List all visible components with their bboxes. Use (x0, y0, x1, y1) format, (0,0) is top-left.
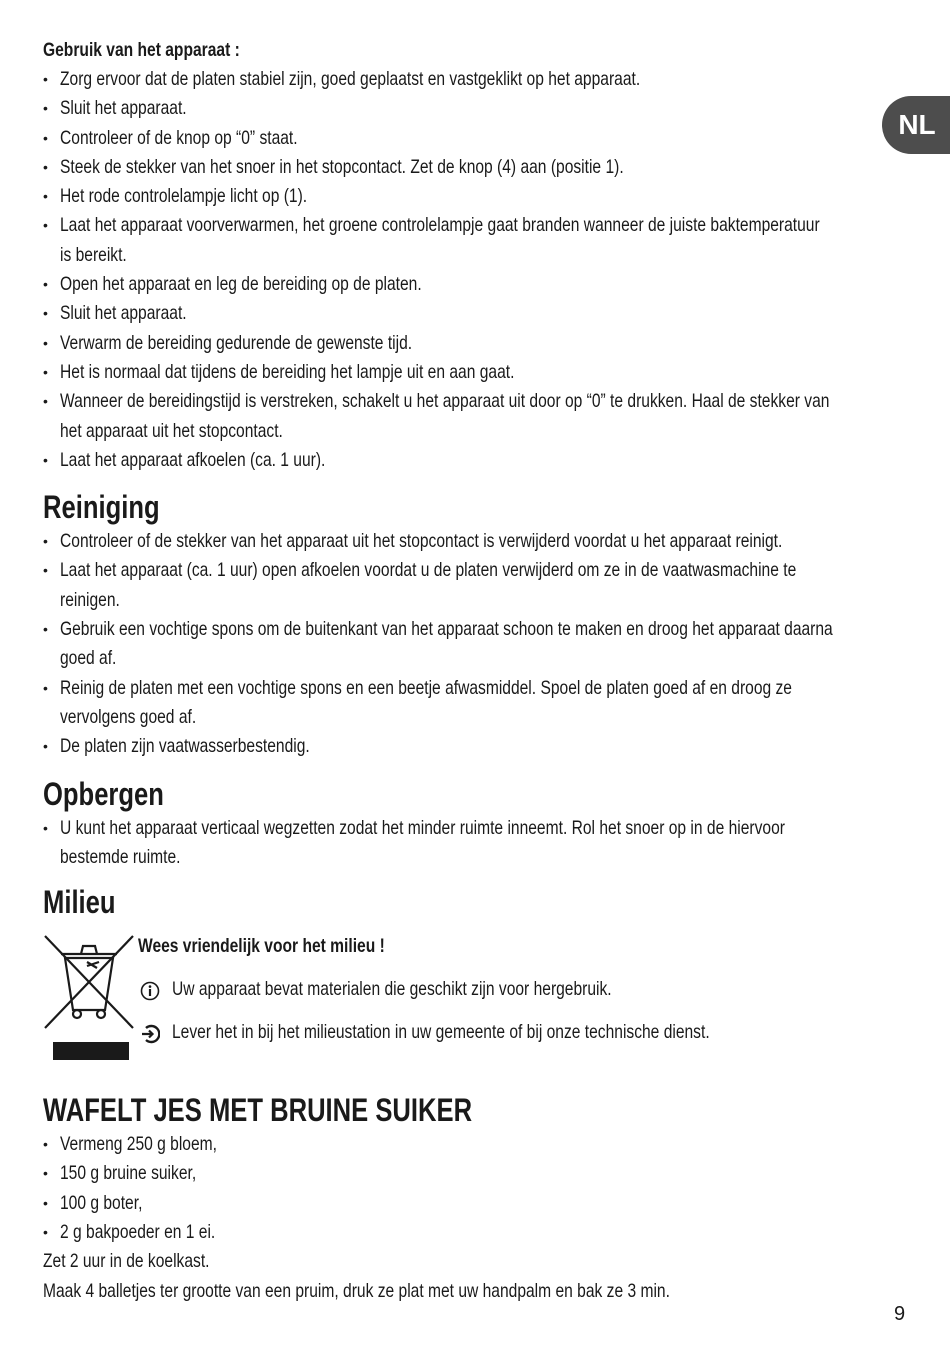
storage-list (43, 814, 898, 873)
list-item: • Sluit het apparaat. (43, 94, 898, 123)
list-item: • De platen zijn vaatwasserbestendig. (43, 732, 898, 761)
list-item: • Het is normaal dat tijdens de bereiding het lampje uit en aan gaat. (43, 358, 898, 387)
environment-info-row (138, 975, 838, 1004)
list-item: • U kunt het apparaat verticaal wegzetten zodat het minder ruimte inneemt. Rol het snoer op in de hiervoor (43, 814, 898, 843)
recipe-list (43, 1130, 898, 1247)
list-item: • Zorg ervoor dat de platen stabiel zijn, goed geplaatst en vastgeklikt op het apparaat. (43, 65, 898, 94)
list-item: • 2 g bakpoeder en 1 ei. (43, 1218, 898, 1247)
list-item-continuation: vervolgens goed af. (60, 705, 197, 728)
list-item-continuation: is bereikt. (60, 243, 127, 266)
list-item: • Vermeng 250 g bloem, (43, 1130, 898, 1159)
storage-heading: Opbergen (43, 775, 164, 812)
list-item: • Gebruik een vochtige spons om de buitenkant van het apparaat schoon te maken en droog het apparaat daarna (43, 615, 898, 644)
crossed-out-wheelie-bin-icon (43, 932, 135, 1064)
usage-list (43, 65, 898, 475)
usage-heading: Gebruik van het apparaat : (43, 39, 240, 61)
recipe-line: Maak 4 balletjes ter grootte van een pruim, druk ze plat met uw handpalm en bak ze 3 min. (43, 1279, 670, 1302)
list-item: • Controleer of de knop op “0” staat. (43, 124, 898, 153)
page-number: 9 (894, 1303, 906, 1325)
environment-title: Wees vriendelijk voor het milieu ! (138, 935, 385, 958)
list-item-continuation: reinigen. (60, 588, 120, 611)
list-item: • Het rode controlelampje licht op (1). (43, 182, 898, 211)
environment-arrow-row (138, 1018, 838, 1047)
language-tab-label: NL (898, 109, 936, 140)
cleaning-heading: Reiniging (43, 489, 160, 526)
usage-section (43, 36, 898, 475)
recipe-heading: WAFELT JES MET BRUINE SUIKER (43, 1092, 473, 1129)
environment-arrow-text: Lever het in bij het milieustation in uw gemeente of bij onze technische dienst. (172, 1021, 710, 1044)
list-item-continuation: goed af. (60, 647, 117, 670)
environment-info-text: Uw apparaat bevat materialen die geschikt zijn voor hergebruik. (172, 978, 612, 1001)
list-item: • Steek de stekker van het snoer in het stopcontact. Zet de knop (4) aan (positie 1). (43, 153, 898, 182)
list-item-continuation: het apparaat uit het stopcontact. (60, 419, 283, 442)
list-item: • Verwarm de bereiding gedurende de gewenste tijd. (43, 329, 898, 358)
environment-heading: Milieu (43, 884, 116, 921)
list-item: • Sluit het apparaat. (43, 299, 898, 328)
arrow-right-circle-icon (140, 1024, 160, 1044)
recipe-line: Zet 2 uur in de koelkast. (43, 1250, 210, 1273)
page-content (43, 36, 898, 1306)
list-item-continuation: bestemde ruimte. (60, 845, 181, 868)
list-item: • Controleer of de stekker van het apparaat uit het stopcontact is verwijderd voordat u het apparaat reinigt. (43, 527, 898, 556)
list-item: • 150 g bruine suiker, (43, 1159, 898, 1188)
list-item: • Reinig de platen met een vochtige spons en een beetje afwasmiddel. Spoel de platen goed af en droog ze (43, 674, 898, 703)
list-item: • Laat het apparaat voorverwarmen, het groene controlelampje gaat branden wanneer de juiste baktemperatuur (43, 211, 898, 240)
list-item: • Laat het apparaat afkoelen (ca. 1 uur). (43, 446, 898, 475)
cleaning-list (43, 527, 898, 761)
environment-text (138, 932, 838, 1047)
info-circle-icon (140, 981, 160, 1001)
environment-block (43, 932, 898, 1068)
list-item: • Open het apparaat en leg de bereiding op de platen. (43, 270, 898, 299)
list-item: • Laat het apparaat (ca. 1 uur) open afkoelen voordat u de platen verwijderd om ze in de vaatwasmachine te (43, 556, 898, 585)
list-item: • Wanneer de bereidingstijd is verstreken, schakelt u het apparaat uit door op “0” te drukken. Haal de stekker van (43, 387, 898, 416)
list-item: • 100 g boter, (43, 1189, 898, 1218)
